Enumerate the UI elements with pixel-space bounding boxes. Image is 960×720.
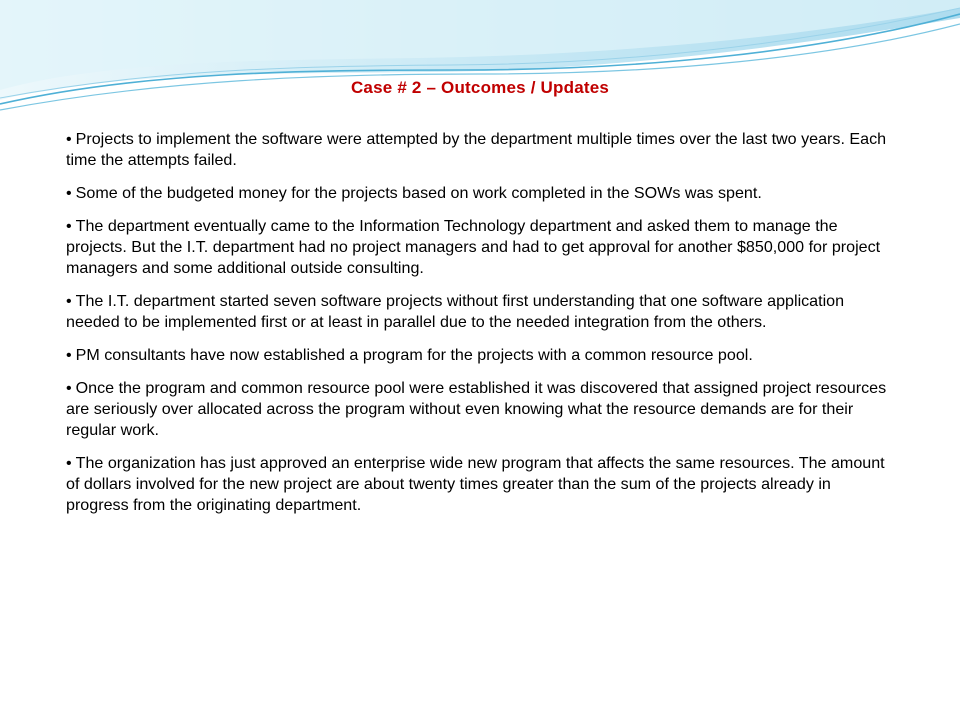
bullet-item [66, 129, 896, 171]
bullet-text: The organization has just approved an enterprise wide new program that affects the same resources. The amount of dollars involved for the new project are about twenty times greater than the sum of the projects already in progress from the originating department. [66, 454, 885, 514]
bullet-icon: • [66, 292, 72, 310]
bullet-text: Some of the budgeted money for the projects based on work completed in the SOWs was spent. [75, 184, 762, 202]
slide-title: Case # 2 – Outcomes / Updates [350, 78, 610, 97]
bullet-text: PM consultants have now established a program for the projects with a common resource pool. [75, 346, 753, 364]
bullet-icon: • [66, 379, 72, 397]
bullet-item [66, 183, 896, 204]
bullet-icon: • [66, 454, 72, 472]
bullet-item [66, 453, 896, 516]
bullet-list [66, 129, 896, 528]
bullet-item [66, 216, 896, 279]
bullet-icon: • [66, 346, 72, 364]
bullet-text: Projects to implement the software were attempted by the department multiple times over the last two years. Each time the attempts failed. [66, 130, 887, 169]
bullet-item [66, 345, 896, 366]
bullet-icon: • [66, 130, 72, 148]
header-wave-decoration [0, 0, 960, 130]
bullet-text: The department eventually came to the Information Technology department and asked them to manage the projects. But the I.T. department had no project managers and had to get approval for another $850,000 for project managers and some additional outside consulting. [66, 217, 881, 277]
bullet-item [66, 378, 896, 441]
bullet-icon: • [66, 217, 72, 235]
bullet-text: Once the program and common resource pool were established it was discovered that assigned project resources are seriously over allocated across the program without even knowing what the resource demands are for their regular work. [66, 379, 887, 439]
bullet-text: The I.T. department started seven software projects without first understanding that one software application needed to be implemented first or at least in parallel due to the needed integration from the others. [66, 292, 845, 331]
bullet-item [66, 291, 896, 333]
bullet-icon: • [66, 184, 72, 202]
